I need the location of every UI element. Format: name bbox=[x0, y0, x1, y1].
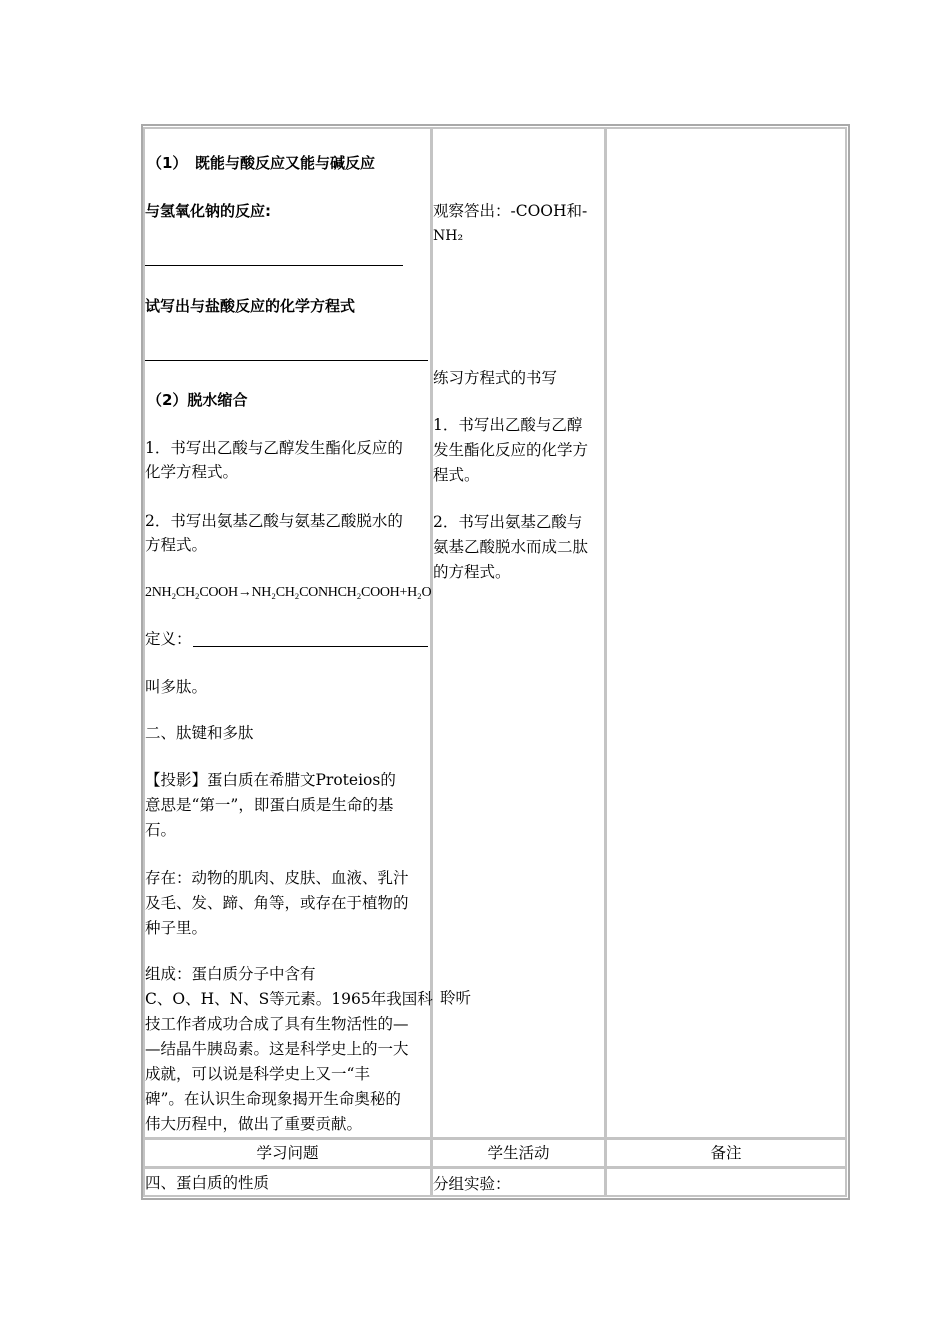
protein-properties-heading: 四、蛋白质的性质 bbox=[145, 1174, 270, 1192]
section-title-dehydration: （2）脱水缩合 bbox=[147, 391, 248, 409]
group-experiment-label: 分组实验： bbox=[433, 1175, 511, 1193]
existence-line-1: 存在：动物的肌肉、皮肤、血液、乳汁 bbox=[145, 869, 409, 887]
composition-line-3: 技工作者成功合成了具有生物活性的— bbox=[145, 1015, 409, 1033]
section-peptide-bond: 二、肽键和多肽 bbox=[145, 724, 254, 742]
header-learning-question: 学习问题 bbox=[256, 1144, 319, 1162]
practice-2-line-2: 氨基乙酸脱水而成二肽 bbox=[433, 538, 589, 556]
listen-activity: 聆听 bbox=[440, 989, 472, 1007]
answer-line-hcl bbox=[145, 360, 428, 361]
projection-line-3: 石。 bbox=[145, 821, 177, 839]
question-1-line-1: 1．书写出乙酸与乙醇发生酯化反应的 bbox=[145, 439, 403, 457]
last-row-cell-3 bbox=[605, 1167, 847, 1197]
composition-line-4: —结晶牛胰岛素。这是科学史上的一大 bbox=[145, 1040, 409, 1058]
practice-1-line-2: 发生酯化反应的化学方 bbox=[433, 441, 589, 459]
practice-heading: 练习方程式的书写 bbox=[433, 369, 558, 387]
observe-answer-line-2: NH₂ bbox=[433, 228, 464, 244]
header-student-activity: 学生活动 bbox=[487, 1144, 550, 1162]
practice-2-line-1: 2．书写出氨基乙酸与 bbox=[433, 513, 583, 531]
composition-line-5: 成就，可以说是科学史上又一“丰 bbox=[145, 1065, 370, 1083]
observe-answer-line-1: 观察答出：-COOH和- bbox=[433, 202, 588, 220]
practice-2-line-3: 的方程式。 bbox=[433, 563, 511, 581]
question-2-line-2: 方程式。 bbox=[145, 536, 208, 554]
question-2-line-1: 2．书写出氨基乙酸与氨基乙酸脱水的 bbox=[145, 512, 403, 530]
hcl-reaction-prompt: 试写出与盐酸反应的化学方程式 bbox=[145, 297, 356, 315]
existence-line-2: 及毛、发、蹄、角等，或存在于植物的 bbox=[145, 894, 409, 912]
peptide-equation: 2NH₂CH₂COOH→NH₂CH₂CONHCH₂COOH+H₂O bbox=[145, 585, 432, 600]
section-title-amphoteric: （1） 既能与酸反应又能与碱反应 bbox=[147, 154, 375, 172]
header-notes: 备注 bbox=[710, 1144, 742, 1162]
projection-line-1: 【投影】蛋白质在希腊文Proteios的 bbox=[145, 771, 396, 789]
answer-line-naoh bbox=[145, 265, 403, 266]
polypeptide-suffix: 叫多肽。 bbox=[145, 678, 208, 696]
definition-label: 定义： bbox=[145, 630, 192, 648]
composition-line-6: 碑”。在认识生命现象揭开生命奥秘的 bbox=[145, 1090, 401, 1108]
composition-line-7: 伟大历程中，做出了重要贡献。 bbox=[145, 1115, 363, 1133]
composition-line-1: 组成：蛋白质分子中含有 bbox=[145, 965, 316, 983]
projection-line-2: 意思是“第一”，即蛋白质是生命的基 bbox=[145, 796, 394, 814]
existence-line-3: 种子里。 bbox=[145, 919, 208, 937]
composition-line-2: C、O、H、N、S等元素。1965年我国科 bbox=[145, 990, 433, 1008]
definition-answer-line bbox=[193, 646, 428, 647]
cell-right-content bbox=[605, 127, 847, 1139]
practice-1-line-3: 程式。 bbox=[433, 466, 480, 484]
naoh-reaction-prompt: 与氢氧化钠的反应: bbox=[145, 202, 271, 220]
practice-1-line-1: 1．书写出乙酸与乙醇 bbox=[433, 416, 583, 434]
question-1-line-2: 化学方程式。 bbox=[145, 463, 239, 481]
